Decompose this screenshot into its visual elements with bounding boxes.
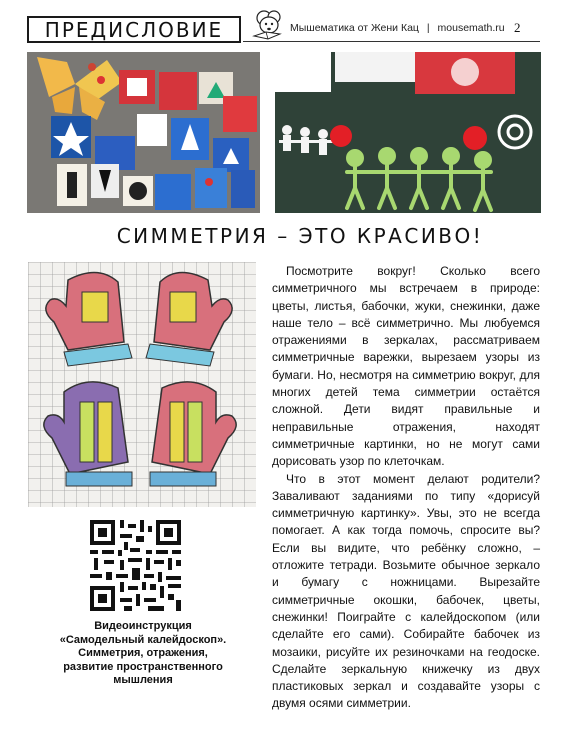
mouse-logo-icon [250, 8, 288, 40]
article-title: СИММЕТРИЯ – ЭТО КРАСИВО! [116, 224, 484, 248]
separator: | [426, 22, 430, 34]
qr-code[interactable] [90, 520, 181, 611]
paper-people-chain-photo [275, 52, 541, 213]
caption-line: «Самодельный калейдоскоп». [59, 633, 227, 646]
caption-line: Симметрия, отражения, [78, 647, 208, 659]
caption-line: развитие пространственного [63, 660, 223, 673]
brand-name: Мышематика от Жени Кац [290, 22, 419, 34]
section-title: ПРЕДИСЛОВИЕ [27, 16, 241, 43]
paper-cutouts-photo [27, 52, 260, 213]
header-brand-line [290, 22, 505, 34]
caption-line: Видеоинструкция [94, 620, 192, 632]
paragraph: Посмотрите вокруг! Сколько всего симметричного мы встречаем в природе: цветы, листья, бабочки, жуки, снежинки, даже наше тело – всё симметрично. Мы любуемся отражениями в зеркалах, рассматриваем симметричные варежки, вырезаем узоры из бумаги. Но, несмотря на симметрию вокруг, для многих детей тема симметрии остаётся сложной. Дети видят правильные и неправильные отражения, находят симметричные картинки, но не могут сами дорисовать узор по клеточкам. [272, 264, 540, 469]
caption-line: мышления [113, 674, 173, 686]
page-number: 2 [514, 20, 521, 35]
header-rule [243, 41, 540, 42]
symmetric-mittens-drawing [28, 262, 256, 507]
paragraph: Что в этот момент делают родители? Заваливают заданиями по типу «дорисуй симметричную картинку». Увы, это не всегда помогает. А как тогда помочь, спросите вы? Если вы видите, что ребёнку сложно, – отложите тетради. Возьмите обычное зеркало и бумагу с ножницами. Вырезайте симметричные окошки, бабочек, цветы, снежинки! Поиграйте с калейдоскопом (или сделайте его сами). Собирайте бабочек из мозаики, рисуйте их резиночками на геодоске. Сделайте зеркальную книжечку из двух пластиковых зеркал и создавайте узоры с двумя осями симметрии. [272, 471, 540, 711]
qr-caption [28, 620, 258, 688]
article-body [272, 263, 540, 713]
site-link[interactable]: mousemath.ru [437, 22, 505, 34]
